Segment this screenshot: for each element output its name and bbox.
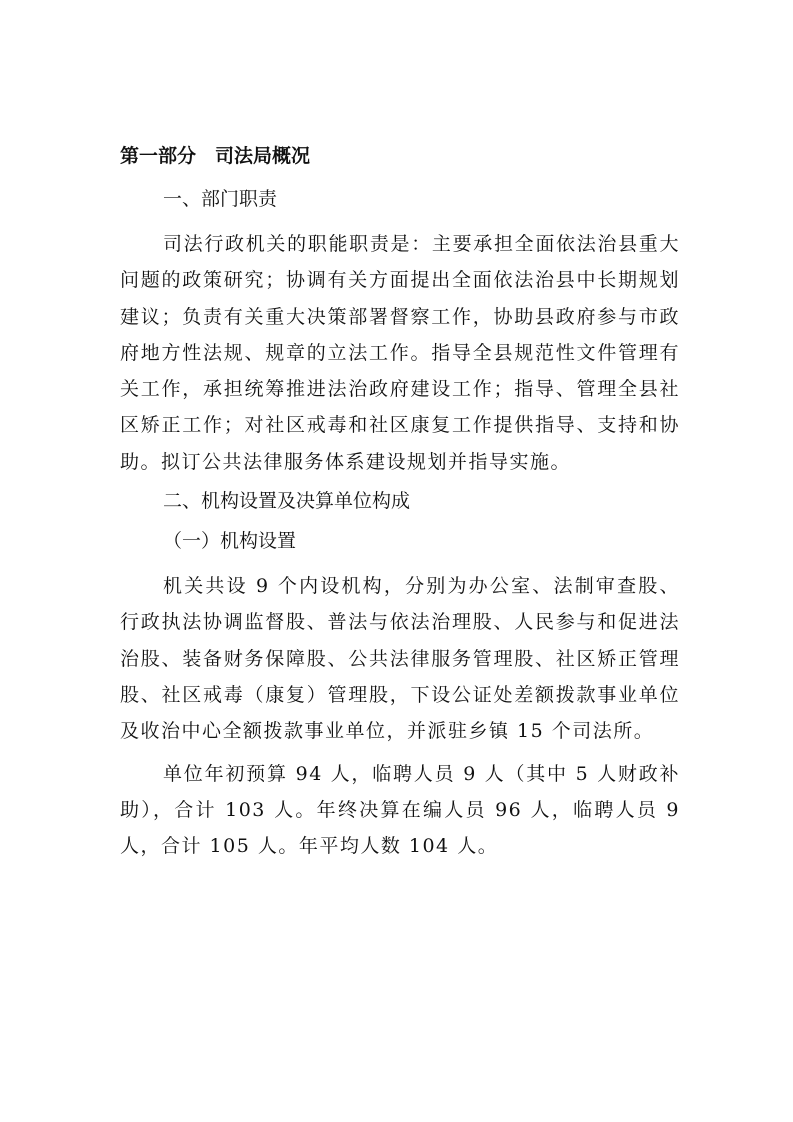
- part-title: 第一部分 司法局概况: [120, 145, 311, 167]
- duties-paragraph: 司法行政机关的职能职责是：主要承担全面依法治县重大问题的政策研究；协调有关方面提出全面依法治县中长期规划建议；负责有关重大决策部署督察工作，协助县政府参与市政府地方性法规、规章的立法工作。指导全县规范性文件管理有关工作，承担统筹推进法治政府建设工作；指导、管理全县社区矫正工作；对社区戒毒和社区康复工作提供指导、支持和协助。拟订公共法律服务体系建设规划并指导实施。: [120, 233, 680, 473]
- subsection-title-setup: （一）机构设置: [163, 530, 297, 553]
- document-page: [120, 143, 680, 868]
- section-title-organization: 二、机构设置及决算单位构成: [163, 490, 411, 513]
- internal-departments-paragraph: 机关共设 9 个内设机构，分别为办公室、法制审查股、行政执法协调监督股、普法与依法治理股、人民参与和促进法治股、装备财务保障股、公共法律服务管理股、社区矫正管理股、社区戒毒（康复）管理股，下设公证处差额拨款事业单位及收治中心全额拨款事业单位，并派驻乡镇 15 个司法所。: [120, 575, 680, 743]
- section-title-duties: 一、部门职责: [163, 188, 278, 210]
- staffing-paragraph: 单位年初预算 94 人，临聘人员 9 人（其中 5 人财政补助），合计 103 人。年终决算在编人员 96 人，临聘人员 9 人，合计 105 人。年平均人数 104 人。: [120, 762, 680, 858]
